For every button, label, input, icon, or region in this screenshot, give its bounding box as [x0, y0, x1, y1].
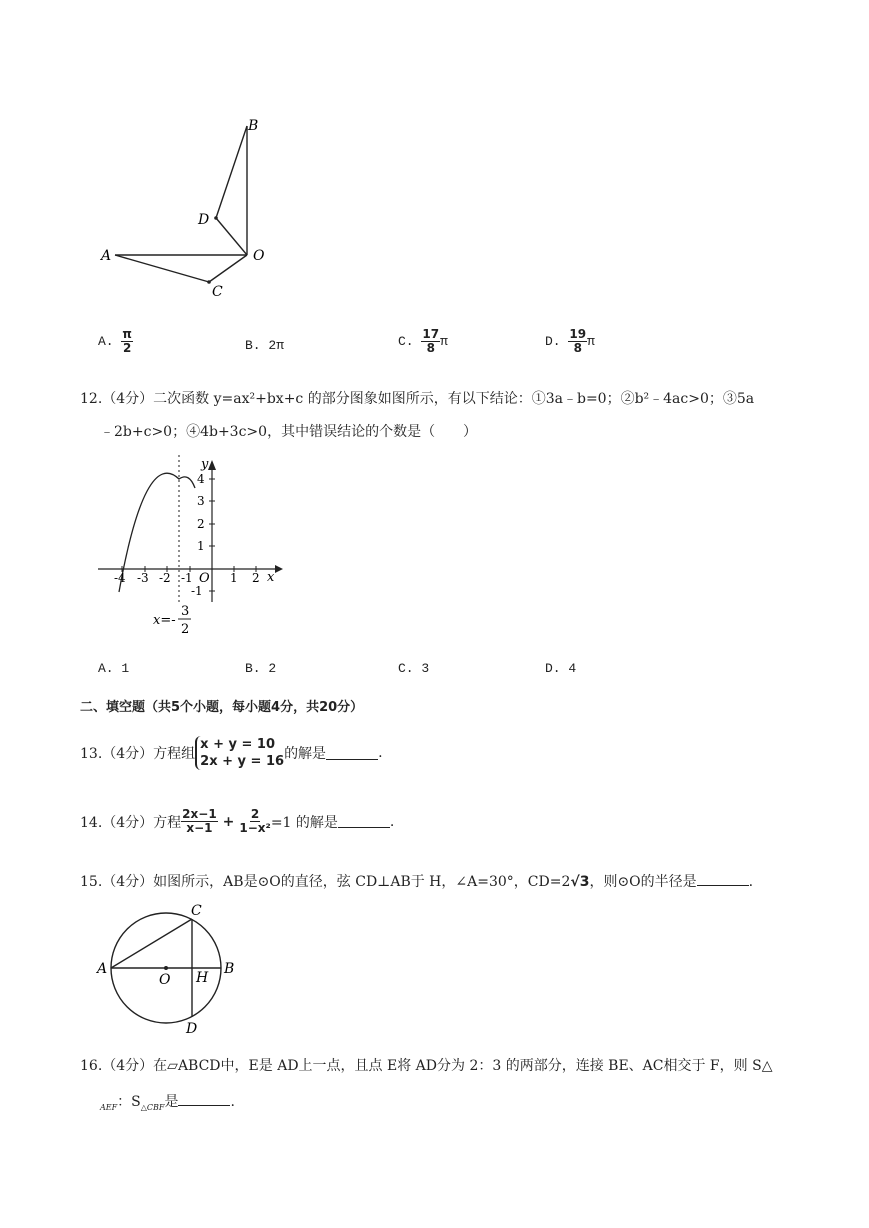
fraction: $\frac{2}{\text{1−x²}}$: [239, 807, 271, 835]
q12-option-a[interactable]: A. 1: [98, 661, 130, 676]
point-d: [214, 216, 218, 220]
q11-option-d[interactable]: D. $\frac{19}{8}$ π: [545, 327, 595, 355]
x-tick-label: -1: [181, 571, 193, 585]
point-c: [207, 280, 211, 284]
y-tick-label: 3: [197, 494, 205, 508]
segment-co: [209, 255, 247, 282]
q12-option-d[interactable]: D. 4: [545, 661, 577, 676]
fraction: $\frac{17}{8}$: [422, 327, 440, 355]
label-d: D: [198, 212, 210, 228]
x-tick-label: -3: [137, 571, 149, 585]
label-d: D: [186, 1021, 198, 1037]
q15-circle-figure: [92, 898, 252, 1038]
fraction: $\frac{2x-1}{x-1}$: [182, 807, 217, 835]
label-c: C: [212, 284, 223, 300]
x-tick-label: -4: [114, 571, 126, 585]
y-tick-label: -1: [191, 584, 203, 598]
x-axis-label: x: [267, 570, 275, 585]
q12-option-c[interactable]: C. 3: [398, 661, 430, 676]
x-axis-arrow: [275, 565, 283, 573]
equation-system: x + y = 10 2x + y = 16: [195, 736, 284, 770]
answer-blank[interactable]: [338, 815, 390, 828]
axis-equation-prefix: x=-: [153, 613, 176, 628]
q11-option-a[interactable]: A. $\frac{\pi}{2}$: [98, 327, 132, 355]
answer-blank[interactable]: [178, 1093, 230, 1106]
label-b: B: [248, 118, 259, 134]
y-tick-label: 1: [197, 539, 205, 553]
label-c: C: [191, 903, 202, 919]
q11-option-b[interactable]: B. 2π: [245, 338, 285, 353]
q12-stem-line1: 12.（4分）二次函数 y=ax²+bx+c 的部分图象如图所示，有以下结论：①3a﹣b=0；②b²﹣4ac>0；③5a: [80, 391, 755, 407]
fraction: $\frac{19}{8}$: [569, 327, 587, 355]
q12-parabola-graph: [95, 452, 285, 647]
chord-ac: [111, 919, 192, 968]
label-a: A: [97, 961, 108, 977]
axis-equation-num: 3: [181, 604, 190, 619]
q12-stem-line2: ﹣2b+c>0；④4b+3c>0，其中错误结论的个数是（ ）: [100, 424, 478, 440]
segment-db: [216, 126, 247, 218]
q13-stem: 13.（4分）方程组 x + y = 10 2x + y = 16 的解是 .: [80, 737, 383, 769]
segment-ac: [115, 255, 209, 282]
x-tick-label: -2: [159, 571, 171, 585]
fraction: $\frac{\pi}{2}$: [122, 327, 132, 355]
section-heading: 二、填空题（共5个小题，每小题4分，共20分）: [80, 700, 364, 715]
label-b: B: [224, 961, 235, 977]
q16-stem-line2: $_{AEF}$：$S_{\triangle CBF}$是 .: [100, 1094, 235, 1112]
center-point: [164, 966, 168, 970]
y-tick-label: 4: [197, 472, 205, 486]
y-axis-label: y: [201, 457, 209, 472]
segment-do: [216, 218, 247, 255]
label-a: A: [101, 248, 112, 264]
q15-stem: 15.（4分）如图所示，AB是⊙O的直径，弦 CD⊥AB于 H，∠A=30°，CD=2√3，则⊙O的半径是 .: [80, 874, 754, 890]
q16-stem-line1: 16.（4分）在▱ABCD中，E是 AD上一点，且点 E将 AD分为 2：3 的两部分，连接 BE、AC相交于 F，则 S△: [80, 1058, 773, 1074]
x-tick-label: 1: [230, 571, 238, 585]
axis-equation-den: 2: [181, 622, 190, 637]
answer-blank[interactable]: [697, 873, 749, 886]
q11-option-c[interactable]: C. $\frac{17}{8}$ π: [398, 327, 448, 355]
label-o: O: [253, 248, 265, 264]
label-o: O: [159, 972, 171, 988]
x-tick-label: 2: [252, 571, 260, 585]
answer-blank[interactable]: [326, 747, 378, 760]
q14-stem: 14.（4分）方程 $\frac{2x-1}{x-1}$ + $\frac{2}{\text{1−x²}}$ =1 的解是 .: [80, 807, 395, 835]
label-h: H: [196, 970, 209, 986]
y-axis-arrow: [208, 460, 216, 470]
y-tick-label: 2: [197, 517, 205, 531]
q12-option-b[interactable]: B. 2: [245, 661, 277, 676]
q11-figure: [95, 110, 285, 305]
origin-label: O: [199, 571, 210, 586]
